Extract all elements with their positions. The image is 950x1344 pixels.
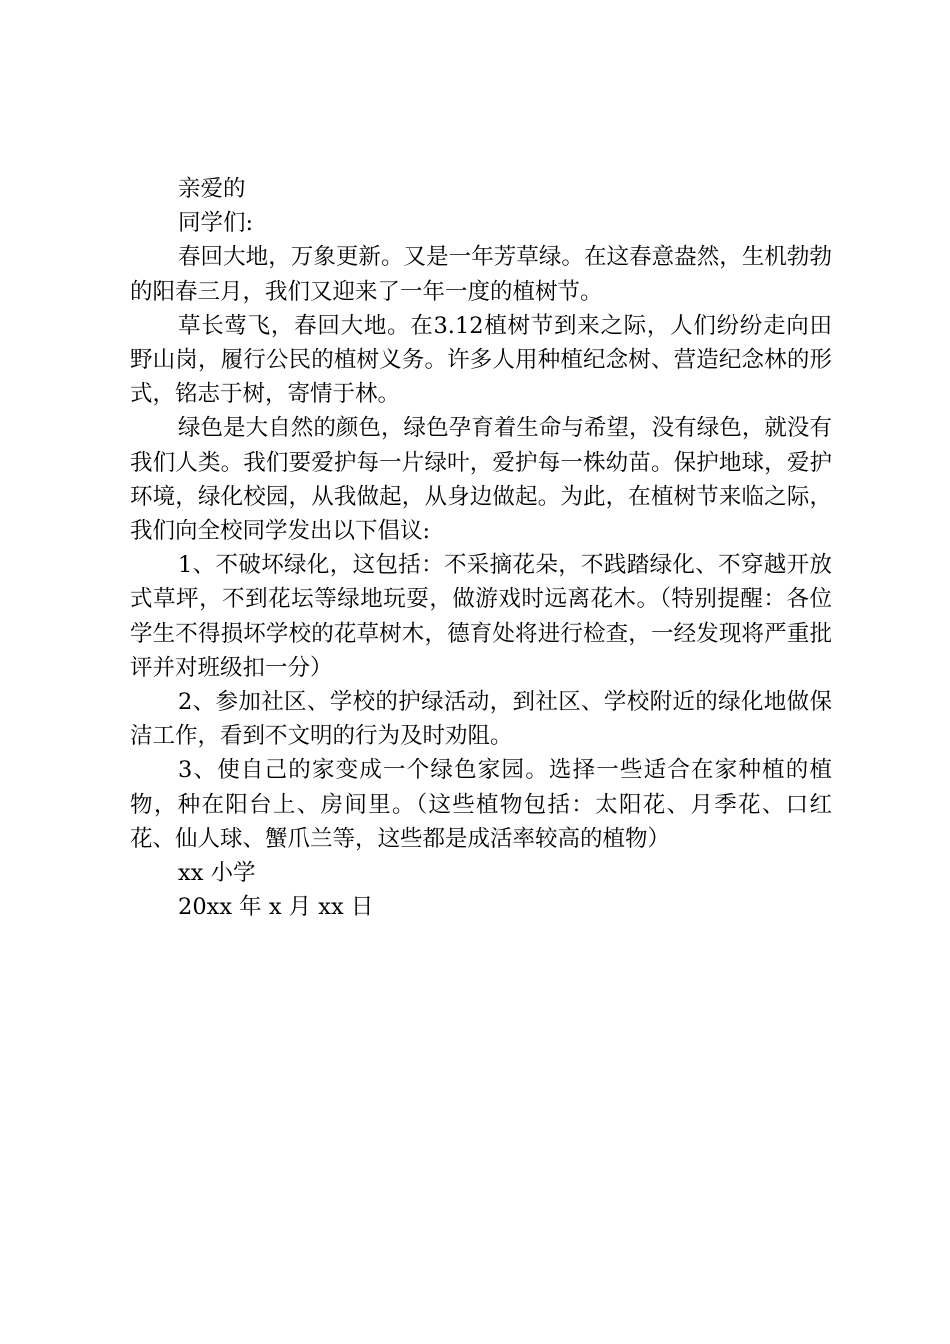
date: 20xx 年 x 月 xx 日: [178, 894, 374, 921]
paragraph-arbor-day: 草长莺飞，春回大地。在3.12植树节到来之际，人们纷纷走向田野山岗，履行公民的植树义务。许多人用种植纪念树、营造纪念林的形式，铭志于树，寄情于林。: [130, 312, 832, 408]
salutation-line-2: 同学们:: [178, 210, 254, 237]
proposal-item-2: 2、参加社区、学校的护绿活动，到社区、学校附近的绿化地做保洁工作，看到不文明的行为及时劝阻。: [130, 689, 832, 750]
paragraph-green: 绿色是大自然的颜色，绿色孕育着生命与希望，没有绿色，就没有我们人类。我们要爱护每一片绿叶，爱护每一株幼苗。保护地球，爱护环境，绿化校园，从我做起，从身边做起。为此，在植树节来临之际，我们向全校同学发出以下倡议:: [130, 415, 832, 545]
signature: xx 小学: [178, 860, 256, 887]
proposal-item-3: 3、使自己的家变成一个绿色家园。选择一些适合在家种植的植物，种在阳台上、房间里。（这些植物包括：太阳花、月季花、口红花、仙人球、蟹爪兰等，这些都是成活率较高的植物）: [130, 757, 832, 852]
salutation-line-1: 亲爱的: [178, 176, 246, 202]
proposal-item-1: 1、不破坏绿化，这包括：不采摘花朵，不践踏绿化、不穿越开放式草坪，不到花坛等绿地玩耍，做游戏时远离花木。（特别提醒：各位学生不得损坏学校的花草树木，德育处将进行检查，一经发现将严重批评并对班级扣一分）: [130, 552, 832, 681]
paragraph-intro: 春回大地，万象更新。又是一年芳草绿。在这春意盎然，生机勃勃的阳春三月，我们又迎来了一年一度的植树节。: [130, 244, 832, 305]
letter-body: [130, 172, 832, 924]
